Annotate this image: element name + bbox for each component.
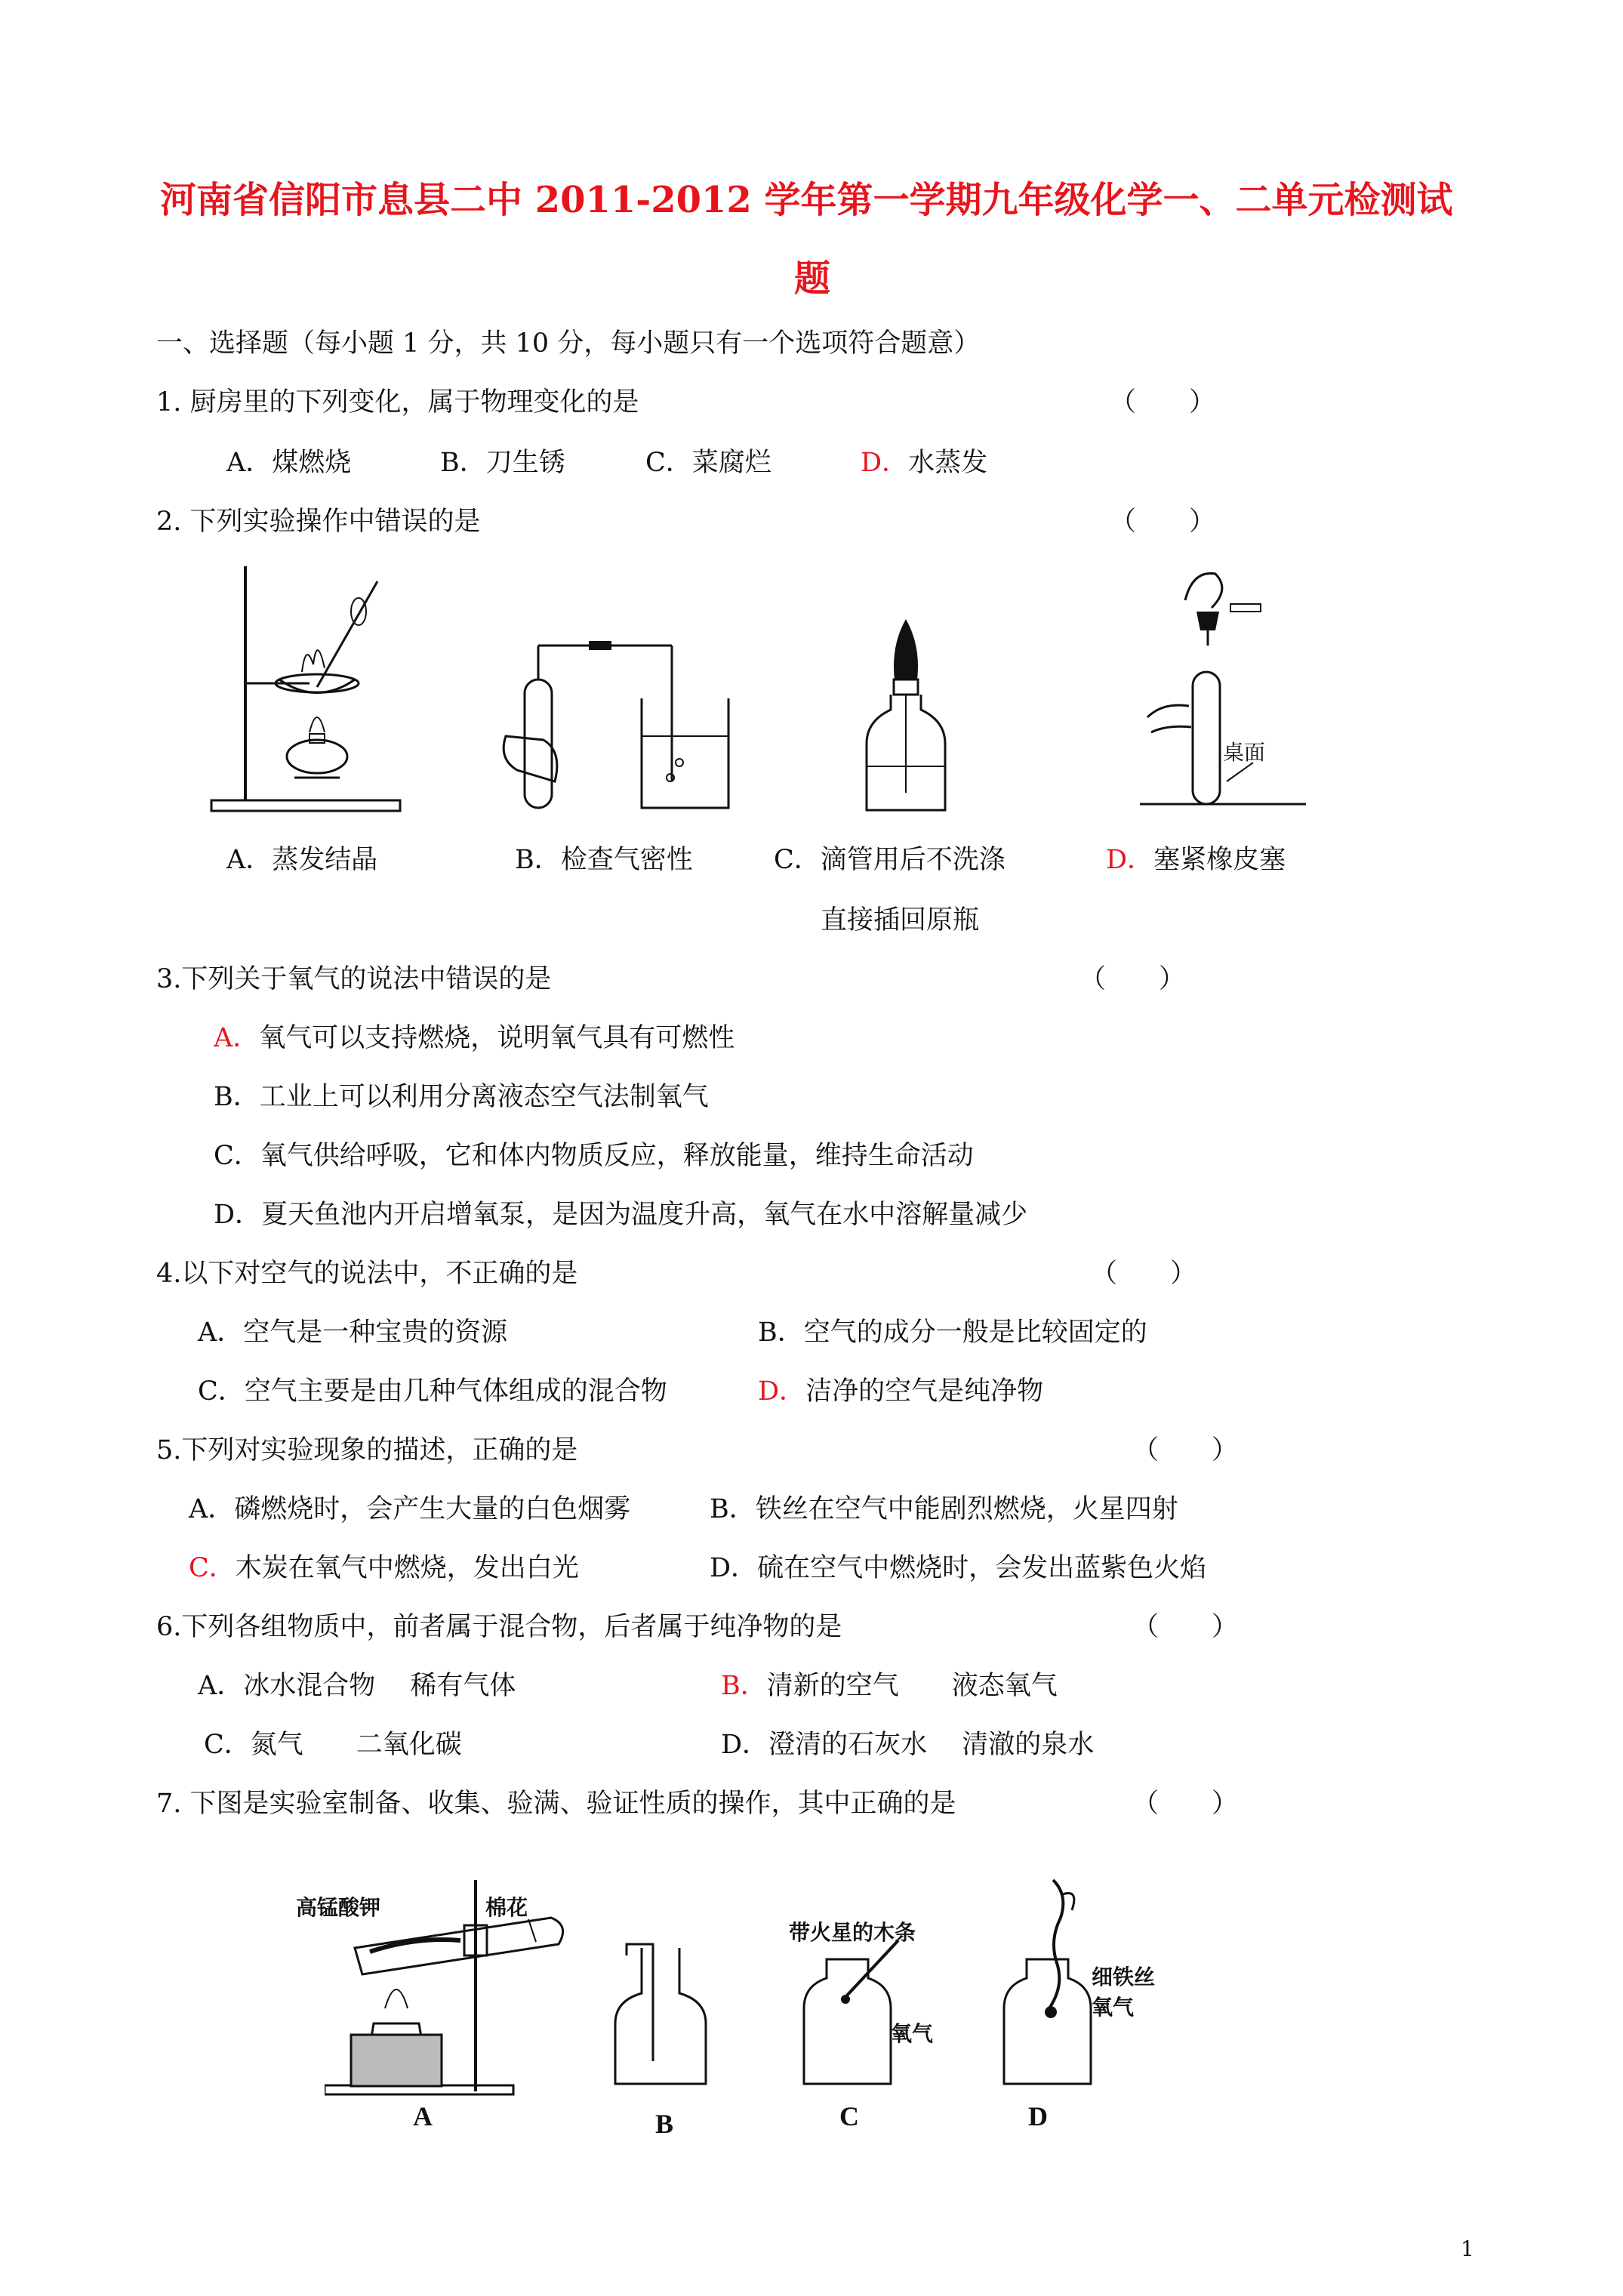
figure-label: 细铁丝 xyxy=(1092,1965,1156,1989)
figure-dropper-bottle xyxy=(861,615,951,815)
option: A．蒸发结晶 xyxy=(226,845,378,875)
option: A．煤燃烧 xyxy=(226,448,352,478)
answer-bracket: （ ） xyxy=(1110,507,1216,537)
page-number: 1 xyxy=(1461,2236,1474,2261)
option-continuation: 直接插回原瓶 xyxy=(821,905,980,935)
figure-label: 带火星的木条 xyxy=(789,1920,916,1945)
figure-caption: A xyxy=(413,2101,433,2131)
question-5-stem: 5.下列对实验现象的描述，正确的是 xyxy=(156,1435,578,1465)
page-title: 河南省信阳市息县二中 2011-2012 学年第一学期九年级化学一、二单元检测试 xyxy=(160,179,1453,221)
option: B．空气的成分一般是比较固定的 xyxy=(758,1318,1147,1348)
answer-bracket: （ ） xyxy=(1132,1612,1239,1642)
answer-bracket: （ ） xyxy=(1110,387,1216,418)
option-correct: A．氧气可以支持燃烧，说明氧气具有可燃性 xyxy=(214,1023,735,1053)
option-correct: B．清新的空气 液态氧气 xyxy=(721,1671,1058,1701)
option: C．空气主要是由几种气体组成的混合物 xyxy=(198,1376,667,1407)
option: C．氧气供给呼吸，它和体内物质反应，释放能量，维持生命活动 xyxy=(214,1141,974,1171)
option: A．磷燃烧时，会产生大量的白色烟雾 xyxy=(189,1494,631,1524)
section-heading: 一、选择题（每小题 1 分，共 10 分，每小题只有一个选项符合题意） xyxy=(156,328,981,359)
option: B．刀生锈 xyxy=(440,448,565,478)
page-title-line2: 题 xyxy=(794,257,831,300)
option: B．检查气密性 xyxy=(515,845,693,875)
option: C．氮气 二氧化碳 xyxy=(204,1730,462,1760)
question-2-stem: 2. 下列实验操作中错误的是 xyxy=(156,507,481,537)
answer-bracket: （ ） xyxy=(1132,1789,1239,1819)
option: C．滴管用后不洗涤 xyxy=(774,845,1006,875)
option: C．菜腐烂 xyxy=(645,448,771,478)
question-4-stem: 4.以下对空气的说法中，不正确的是 xyxy=(156,1259,578,1289)
answer-bracket: （ ） xyxy=(1091,1259,1197,1289)
option: D．硫在空气中燃烧时，会发出蓝紫色火焰 xyxy=(710,1553,1207,1583)
answer-bracket: （ ） xyxy=(1132,1435,1239,1465)
figure-evaporation xyxy=(204,559,408,815)
option-correct: D．洁净的空气是纯净物 xyxy=(758,1376,1044,1407)
figure-label: 氧气 xyxy=(891,2021,934,2046)
figure-caption: C xyxy=(839,2101,859,2131)
figure-label: 氧气 xyxy=(1092,1995,1135,2020)
figure-label: 棉花 xyxy=(485,1895,528,1920)
figure-rubber-stopper xyxy=(1132,555,1313,812)
figure-caption: D xyxy=(1028,2101,1048,2131)
option-correct: D．塞紧橡皮塞 xyxy=(1106,845,1286,875)
figure-caption: B xyxy=(655,2109,674,2139)
figure-label: 高锰酸钾 xyxy=(296,1895,381,1920)
option: B．铁丝在空气中能剧烈燃烧，火星四射 xyxy=(710,1494,1178,1524)
question-3-stem: 3.下列关于氧气的说法中错误的是 xyxy=(156,964,552,994)
option-correct: C．木炭在氧气中燃烧，发出白光 xyxy=(189,1553,579,1583)
option: A．冰水混合物 稀有气体 xyxy=(198,1671,516,1701)
question-6-stem: 6.下列各组物质中，前者属于混合物，后者属于纯净物的是 xyxy=(156,1612,842,1642)
question-7-stem: 7. 下图是实验室制备、收集、验满、验证性质的操作，其中正确的是 xyxy=(156,1789,956,1819)
option: B．工业上可以利用分离液态空气法制氧气 xyxy=(214,1082,709,1112)
figure-oxygen-test xyxy=(800,1940,913,2091)
option: D．澄清的石灰水 清澈的泉水 xyxy=(721,1730,1095,1760)
option-correct: D．水蒸发 xyxy=(861,448,988,478)
option: A．空气是一种宝贵的资源 xyxy=(198,1318,508,1348)
figure-label-desktop: 桌面 xyxy=(1223,740,1266,765)
option: D．夏天鱼池内开启增氧泵，是因为温度升高，氧气在水中溶解量减少 xyxy=(214,1200,1028,1230)
figure-airtightness xyxy=(498,638,740,815)
answer-bracket: （ ） xyxy=(1079,964,1186,994)
question-1-stem: 1. 厨房里的下列变化，属于物理变化的是 xyxy=(156,387,639,418)
figure-gas-bottle xyxy=(611,1940,710,2091)
